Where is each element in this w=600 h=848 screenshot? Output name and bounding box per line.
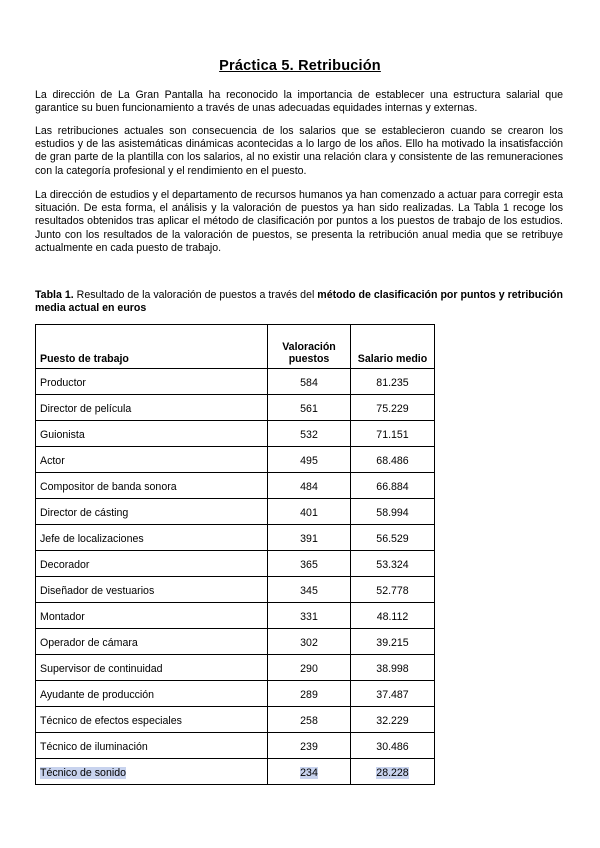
cell-salary-text: 30.486	[376, 741, 409, 753]
cell-valuation	[268, 525, 351, 551]
cell-valuation	[268, 395, 351, 421]
cell-job	[36, 499, 268, 525]
cell-salary	[351, 499, 435, 525]
cell-job-text: Técnico de efectos especiales	[40, 715, 182, 727]
cell-job	[36, 551, 268, 577]
cell-valuation	[268, 447, 351, 473]
paragraph-current-pay: Las retribuciones actuales son consecuencia de los salarios que se establecieron cuando se crearon los estudios y de las asistemáticas dinámicas acontecidas a lo largo de los años. Ello ha motivado la insatisfacción de gran parte de la plantilla con los salarios, al no existir una relación clara y consistente de las remuneraciones con la categoría profesional y el rendimiento en el puesto.	[35, 125, 563, 177]
table-row	[36, 681, 435, 707]
cell-job-text: Técnico de sonido	[40, 767, 126, 779]
cell-valuation-text: 391	[300, 533, 318, 545]
table-row	[36, 655, 435, 681]
header-salary: Salario medio	[351, 325, 435, 369]
cell-salary	[351, 655, 435, 681]
cell-salary	[351, 733, 435, 759]
cell-salary-text: 71.151	[376, 429, 409, 441]
caption-bold-text: método de clasificación por puntos y retribución media actual en euros	[35, 289, 563, 315]
cell-valuation	[268, 499, 351, 525]
table-caption	[35, 289, 563, 315]
cell-job	[36, 369, 268, 395]
cell-valuation-text: 584	[300, 377, 318, 389]
cell-salary	[351, 525, 435, 551]
cell-valuation-text: 302	[300, 637, 318, 649]
table-row	[36, 577, 435, 603]
cell-salary-text: 68.486	[376, 455, 409, 467]
cell-job	[36, 681, 268, 707]
cell-salary-text: 58.994	[376, 507, 409, 519]
cell-job	[36, 525, 268, 551]
cell-valuation-text: 258	[300, 715, 318, 727]
cell-job	[36, 473, 268, 499]
cell-job-text: Decorador	[40, 559, 90, 571]
table-header-row	[36, 325, 435, 369]
table-row	[36, 707, 435, 733]
cell-job-text: Director de cásting	[40, 507, 129, 519]
cell-valuation-text: 561	[300, 403, 318, 415]
cell-salary-text: 48.112	[376, 611, 409, 623]
table-row	[36, 551, 435, 577]
table-row	[36, 629, 435, 655]
cell-job	[36, 629, 268, 655]
cell-salary	[351, 577, 435, 603]
table-row	[36, 447, 435, 473]
table-row	[36, 759, 435, 785]
cell-valuation	[268, 369, 351, 395]
cell-salary-text: 52.778	[376, 585, 409, 597]
cell-valuation	[268, 551, 351, 577]
cell-salary-text: 81.235	[376, 377, 409, 389]
cell-valuation	[268, 655, 351, 681]
cell-salary	[351, 759, 435, 785]
cell-salary	[351, 473, 435, 499]
cell-salary-text: 28.228	[376, 767, 409, 779]
table-row	[36, 473, 435, 499]
header-job: Puesto de trabajo	[36, 325, 268, 369]
cell-valuation	[268, 759, 351, 785]
cell-salary-text: 38.998	[376, 663, 409, 675]
cell-salary	[351, 603, 435, 629]
cell-salary-text: 66.884	[376, 481, 409, 493]
cell-job	[36, 447, 268, 473]
paragraph-actions: La dirección de estudios y el departamento de recursos humanos ya han comenzado a actuar para corregir esta situación. De esta forma, el análisis y la valoración de puestos ya han sido realizadas. La Tabla 1 recoge los resultados obtenidos tras aplicar el método de clasificación por puntos a los puestos de trabajo de los estudios. Junto con los resultados de la valoración de puestos, se presenta la retribución anual media que se retribuye actualmente en cada puesto de trabajo.	[35, 189, 563, 254]
cell-job	[36, 655, 268, 681]
cell-job	[36, 603, 268, 629]
cell-salary-text: 32.229	[376, 715, 409, 727]
cell-job-text: Montador	[40, 611, 85, 623]
cell-job-text: Compositor de banda sonora	[40, 481, 177, 493]
cell-valuation-text: 290	[300, 663, 318, 675]
cell-valuation	[268, 603, 351, 629]
cell-valuation-text: 495	[300, 455, 318, 467]
cell-salary-text: 56.529	[376, 533, 409, 545]
cell-valuation-text: 289	[300, 689, 318, 701]
cell-salary	[351, 421, 435, 447]
cell-job-text: Actor	[40, 455, 65, 467]
cell-valuation-text: 532	[300, 429, 318, 441]
cell-valuation-text: 345	[300, 585, 318, 597]
table-row	[36, 395, 435, 421]
table-row	[36, 525, 435, 551]
cell-job	[36, 395, 268, 421]
caption-label: Tabla 1.	[35, 289, 74, 301]
cell-valuation	[268, 577, 351, 603]
cell-valuation	[268, 421, 351, 447]
table-row	[36, 499, 435, 525]
cell-valuation	[268, 681, 351, 707]
cell-salary	[351, 551, 435, 577]
cell-salary	[351, 369, 435, 395]
cell-salary-text: 39.215	[376, 637, 409, 649]
cell-salary	[351, 681, 435, 707]
cell-valuation-text: 239	[300, 741, 318, 753]
cell-valuation	[268, 733, 351, 759]
cell-salary	[351, 707, 435, 733]
cell-job-text: Operador de cámara	[40, 637, 138, 649]
header-valuation: Valoración puestos	[268, 325, 351, 369]
cell-job-text: Director de película	[40, 403, 132, 415]
cell-valuation	[268, 707, 351, 733]
table-body	[36, 369, 435, 785]
cell-valuation-text: 401	[300, 507, 318, 519]
caption-text: Resultado de la valoración de puestos a través del	[73, 289, 318, 301]
cell-job	[36, 759, 268, 785]
cell-valuation-text: 234	[300, 767, 318, 779]
cell-job	[36, 707, 268, 733]
table-row	[36, 603, 435, 629]
cell-valuation	[268, 629, 351, 655]
table-row	[36, 421, 435, 447]
cell-job-text: Técnico de iluminación	[40, 741, 148, 753]
table-row	[36, 369, 435, 395]
cell-job	[36, 733, 268, 759]
cell-job-text: Supervisor de continuidad	[40, 663, 163, 675]
job-valuation-table	[35, 324, 435, 785]
cell-salary-text: 53.324	[376, 559, 409, 571]
cell-salary	[351, 447, 435, 473]
cell-valuation	[268, 473, 351, 499]
cell-valuation-text: 484	[300, 481, 318, 493]
cell-job-text: Diseñador de vestuarios	[40, 585, 155, 597]
cell-job	[36, 421, 268, 447]
page-title: Práctica 5. Retribución	[219, 58, 381, 74]
cell-salary	[351, 629, 435, 655]
cell-valuation-text: 365	[300, 559, 318, 571]
paragraph-intro: La dirección de La Gran Pantalla ha reconocido la importancia de establecer una estructura salarial que garantice su buen funcionamiento a través de unas adecuadas equidades internas y externas.	[35, 89, 563, 115]
cell-job	[36, 577, 268, 603]
cell-salary	[351, 395, 435, 421]
cell-salary-text: 37.487	[376, 689, 409, 701]
table-row	[36, 733, 435, 759]
cell-job-text: Productor	[40, 377, 86, 389]
cell-job-text: Jefe de localizaciones	[40, 533, 144, 545]
cell-job-text: Guionista	[40, 429, 85, 441]
cell-valuation-text: 331	[300, 611, 318, 623]
cell-job-text: Ayudante de producción	[40, 689, 155, 701]
cell-salary-text: 75.229	[376, 403, 409, 415]
